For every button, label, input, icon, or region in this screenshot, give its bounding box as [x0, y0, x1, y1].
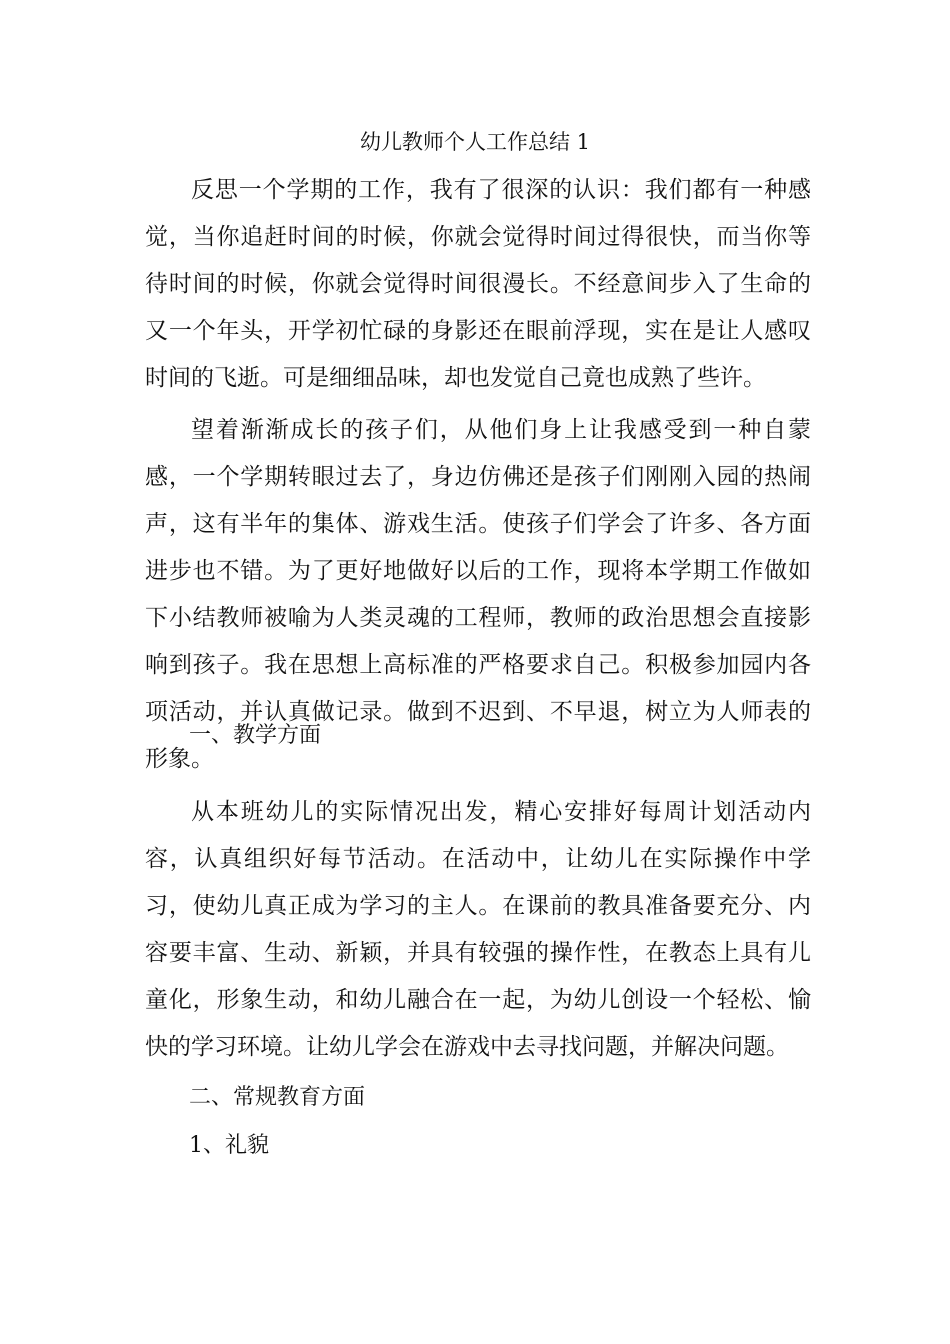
heading-teaching: 一、教学方面: [189, 723, 322, 748]
paragraph-teaching: 从本班幼儿的实际情况出发，精心安排好每周计划活动内容，认真组织好每节活动。在活动中，让幼儿在实际操作中学习，使幼儿真正成为学习的主人。在课前的教具准备要充分、内容要丰富、生动、新颖，并具有较强的操作性，在教态上具有儿童化，形象生动，和幼儿融合在一起，为幼儿创设一个轻松、愉快的学习环境。让幼儿学会在游戏中去寻找问题，并解决问题。: [145, 799, 811, 1060]
heading-manners: 1、礼貌: [189, 1133, 269, 1158]
document-title: 幼儿教师个人工作总结 1: [359, 130, 591, 154]
heading-routine-education: 二、常规教育方面: [189, 1085, 366, 1110]
paragraph-reflection: 反思一个学期的工作，我有了很深的认识：我们都有一种感觉，当你追赶时间的时候，你就会觉得时间过得很快，而当你等待时间的时候，你就会觉得时间很漫长。不经意间步入了生命的又一个年头，开学初忙碌的身影还在眼前浮现，实在是让人感叹时间的飞逝。可是细细品味，却也发觉自己竟也成熟了些许。: [145, 177, 811, 391]
paragraph-growth: 望着渐渐成长的孩子们，从他们身上让我感受到一种自蒙感，一个学期转眼过去了，身边仿佛还是孩子们刚刚入园的热闹声，这有半年的集体、游戏生活。使孩子们学会了许多、各方面进步也不错。为了更好地做好以后的工作，现将本学期工作做如下小结教师被喻为人类灵魂的工程师，教师的政治思想会直接影响到孩子。我在思想上高标准的严格要求自己。积极参加园内各项活动，并认真做记录。做到不迟到、不早退，树立为人师表的形象。: [145, 417, 811, 772]
